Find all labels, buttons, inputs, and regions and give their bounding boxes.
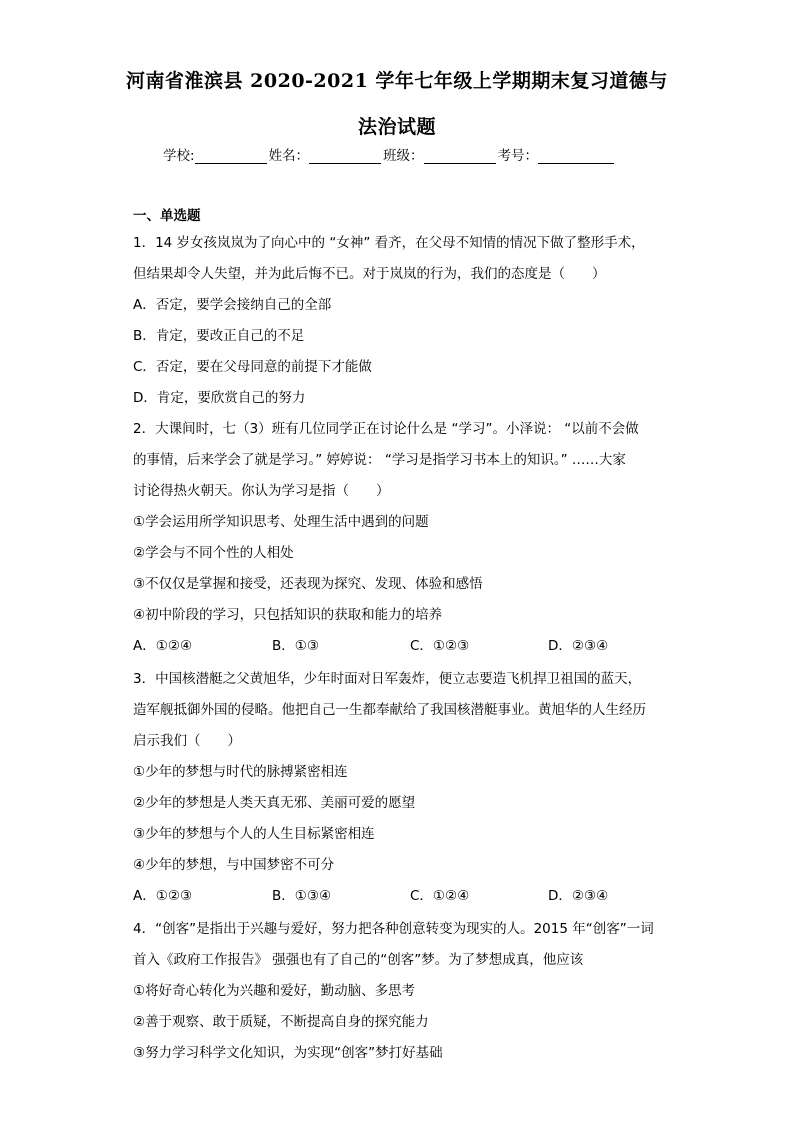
question-2-line-1: 2．大课间时，七（3）班有几位同学正在讨论什么是 “学习”。小泽说： “以前不会做 [133,421,639,437]
question-2-option-d: D．②③④ [548,638,609,654]
question-1-line-2: 但结果却令人失望，并为此后悔不已。对于岚岚的行为，我们的态度是（ ） [133,266,606,282]
question-2-line-3: 讨论得热火朝天。你认为学习是指（ ） [133,483,390,499]
section-title: 一、单选题 [133,208,201,224]
question-2-option-a: A．①②④ [133,638,193,654]
question-1-line-1: 1．14 岁女孩岚岚为了向心中的 “女神” 看齐，在父母不知情的情况下做了整形手术， [133,235,645,251]
number-label: 考号： [497,148,539,164]
question-3-statement-3: ③少年的梦想与个人的人生目标紧密相连 [133,826,375,842]
question-3-statement-1: ①少年的梦想与时代的脉搏紧密相连 [133,764,348,780]
question-3-statement-2: ②少年的梦想是人类天真无邪、美丽可爱的愿望 [133,795,416,811]
question-1-option-d: D．肯定，要欣赏自己的努力 [133,390,306,406]
name-blank[interactable] [309,149,381,164]
question-2-options [133,636,633,656]
question-1-option-a: A．否定，要学会接纳自己的全部 [133,297,332,313]
school-label: 学校: [163,148,195,164]
question-4-line-1: 4．“创客”是指出于兴趣与爱好，努力把各种创意转变为现实的人。2015 年“创客”一词 [133,921,654,937]
question-3-line-3: 启示我们（ ） [133,733,241,749]
question-1-option-c: C．否定，要在父母同意的前提下才能做 [133,359,372,375]
question-3-option-c: C．①②④ [410,888,470,904]
question-3-option-d: D．②③④ [548,888,609,904]
name-label: 姓名： [268,148,310,164]
exam-title-line1: 河南省淮滨县 2020-2021 学年七年级上学期期末复习道德与 [126,70,668,92]
class-label: 班级： [383,148,424,164]
class-blank[interactable] [424,149,496,164]
question-2-statement-1: ①学会运用所学知识思考、处理生活中遇到的问题 [133,514,429,530]
question-2-option-c: C．①②③ [410,638,470,654]
question-4-statement-1: ①将好奇心转化为兴趣和爱好，勤动脑、多思考 [133,983,416,999]
question-2-option-b: B．①③ [272,638,319,654]
question-2-statement-3: ③不仅仅是掌握和接受，还表现为探究、发现、体验和感悟 [133,576,483,592]
student-info-row [163,144,616,164]
exam-title-line2: 法治试题 [357,116,436,138]
question-3-option-b: B．①③④ [272,888,332,904]
question-3-options [133,886,633,906]
question-4-statement-2: ②善于观察、敢于质疑，不断提高自身的探究能力 [133,1014,429,1030]
question-2-statement-2: ②学会与不同个性的人相处 [133,545,294,561]
question-2-line-2: 的事情，后来学会了就是学习。” 婷婷说： “学习是指学习书本上的知识。” ……大家 [133,452,626,468]
question-3-statement-4: ④少年的梦想，与中国梦密不可分 [133,857,335,873]
question-4-line-2: 首入《政府工作报告》 强强也有了自己的“创客”梦。为了梦想成真，他应该 [133,952,584,968]
question-2-statement-4: ④初中阶段的学习，只包括知识的获取和能力的培养 [133,607,443,623]
number-blank[interactable] [538,149,614,164]
school-blank[interactable] [195,149,267,164]
question-3-line-1: 3．中国核潜艇之父黄旭华，少年时面对日军轰炸，便立志要造飞机捍卫祖国的蓝天， [133,671,642,687]
question-4-statement-3: ③努力学习科学文化知识，为实现“创客”梦打好基础 [133,1045,443,1061]
question-3-option-a: A．①②③ [133,888,193,904]
question-1-option-b: B．肯定，要改正自己的不足 [133,328,305,344]
question-3-line-2: 造军舰抵御外国的侵略。他把自己一生都奉献给了我国核潜艇事业。黄旭华的人生经历 [133,702,646,718]
